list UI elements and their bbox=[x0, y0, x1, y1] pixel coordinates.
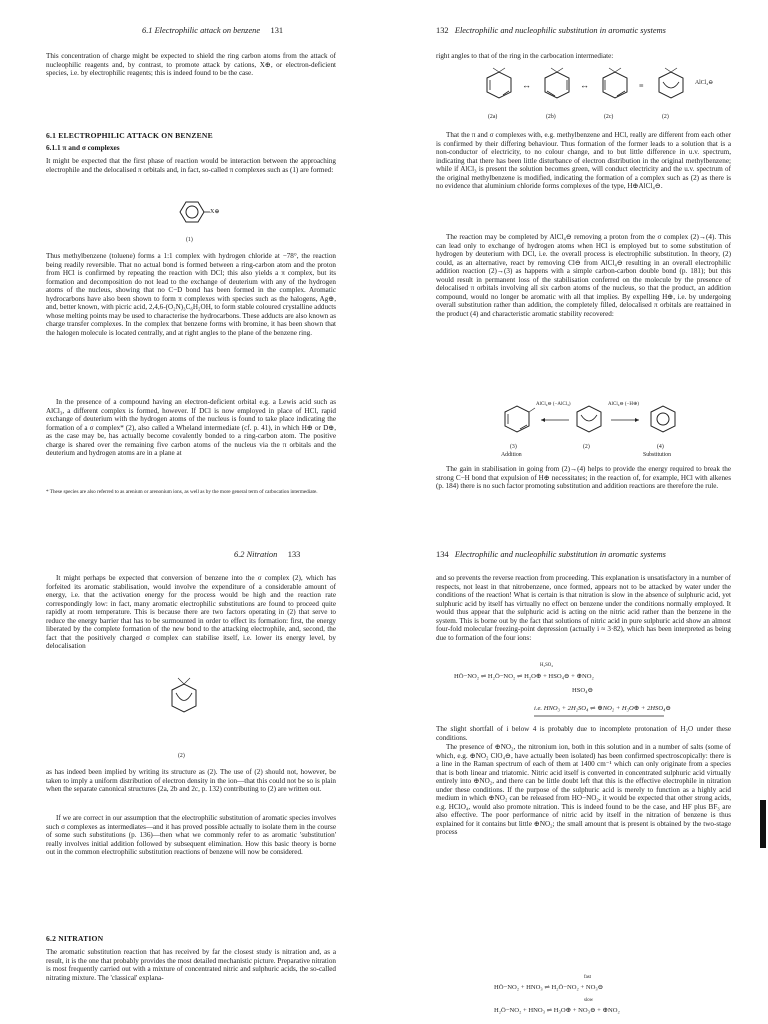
structure-label: (2c) bbox=[604, 114, 614, 120]
benzene-pi-complex-structure bbox=[176, 200, 216, 240]
page-number: 132 bbox=[436, 26, 449, 35]
page-133 bbox=[0, 512, 384, 1024]
sigma-complex-structure bbox=[168, 676, 208, 720]
reagent-label: AlCl₄⊖ (−H⊕) bbox=[608, 402, 639, 407]
running-header: 134 Electrophilic and nucleophilic substitution in aromatic systems bbox=[436, 550, 666, 559]
structure-label: (3) bbox=[510, 444, 517, 450]
svg-text:↔: ↔ bbox=[522, 80, 531, 90]
structure-2c bbox=[603, 68, 627, 98]
canonical-structures-2 bbox=[479, 68, 719, 112]
equation: H₂Ö−NO₂ + HNO₃ ⇌ H₃O⊕ + NO₃⊖ + ⊕NO₂ bbox=[494, 1007, 620, 1014]
equation: i.e. HNO₃ + 2H₂SO₄ ⇌ ⊕NO₂ + H₃O⊕ + 2HSO₄⊖ bbox=[534, 705, 671, 712]
page-number: 134 bbox=[436, 550, 449, 559]
paragraph: The gain in stabilisation in going from (2)→(4) helps to provide the energy required to break the strong C−H bond that expulsion of H⊕ necessitates; in the reaction of, for example, HCl with alkenes (p. 184) there is no such factor promoting substitution and addition reactions are therefore the rule. bbox=[436, 465, 731, 491]
scan-margin-mark bbox=[760, 800, 766, 848]
structure-2 bbox=[659, 68, 683, 98]
paragraph: It might perhaps be expected that conversion of benzene into the σ complex (2), which has forfeited its aromatic stabilisation, would involve the expenditure of a considerable amount of energy, i.e. that the activation energy for the process would be high and the reaction rate correspondingly low: in fact, many aromatic electrophilic substitutions are found to proceed quite rapidly at room temperature. This is because there are two factors operating in (2) that serve to reduce the energy barrier that has to be surmounted in order to effect its formation: first, the energy liberated by the complete formation of the new bond to the attacking electrophile, and, second, the fact that the positively charged σ complex can stabilise itself, i.e. lower its energy level, by delocalisation bbox=[46, 574, 336, 651]
structure-label: (2a) bbox=[488, 114, 498, 120]
paragraph: If we are correct in our assumption that the electrophilic substitution of aromatic species involves such σ complexes as intermediates—and it has proved possible actually to isolate them in the course of some such substitutions (p. 136)—then what we commonly refer to as aromatic 'substitution' really involves initial addition followed by subsequent elimination. How this basic theory is borne out in the common electrophilic substitution reactions of benzene will now be considered. bbox=[46, 814, 336, 857]
paragraph: as has indeed been implied by writing its structure as (2). The use of (2) should not, however, be taken to imply a uniform distribution of electron density in the ion—that this could not be so is plain when the separate canonical structures (2a, 2b and 2c, p. 132) contributing to (2) are written out. bbox=[46, 768, 336, 794]
reagent-label: AlCl₄⊖ (−AlCl₃) bbox=[536, 402, 571, 407]
caption-substitution: Substitution bbox=[643, 452, 672, 458]
paragraph: and so prevents the reverse reaction from proceeding. This explanation is unsatisfactory in a number of respects, not least in that nitrobenzene, once formed, appears not to be attacked by water under the conditions of the reaction! What is certain is that nitration is slow in the absence of sulphuric acid, yet sulphuric acid by itself has virtually no effect on benzene under the conditions normally employed. It would thus appear that the sulphuric acid is acting on the nitric acid rather than the benzene in the system. This is borne out by the fact that solutions of nitric acid in pure sulphuric acid show an almost four-fold molecular freezing-point depression (actually i ≈ 3·82), which has been interpreted as being due to formation of the four ions: bbox=[436, 574, 731, 642]
structure-3 bbox=[505, 406, 535, 432]
structure-label: (2b) bbox=[546, 114, 556, 120]
addition-substitution-scheme bbox=[499, 400, 699, 442]
paragraph: right angles to that of the ring in the carbocation intermediate: bbox=[436, 52, 614, 60]
structure-label: (2) bbox=[178, 753, 185, 759]
running-header: 6.1 Electrophilic attack on benzene 131 bbox=[142, 26, 284, 35]
structure-2-middle bbox=[577, 406, 601, 432]
paragraph: The presence of ⊕NO₂, the nitronium ion, both in this solution and in a number of salts (some of which, e.g. ⊕NO₂ ClO₄⊖, have actually been isolated) has been confirmed spectroscopically: there is a line in the Raman spectrum of each of them at 1400 cm⁻¹ which can only originate from a species that is both linear and triatomic. Nitric acid itself is converted in concentrated sulphuric acid virtually entirely into ⊕NO₂, and there can be little doubt left that this is the effective electrophile in nitration under these conditions. If the purpose of the sulphuric acid is merely to function as a highly acid medium in which ⊕NO₂ can be released from HO−NO₂, it would be expected that other strong acids, e.g. HClO₄, would also promote nitration. This is indeed found to be the case, and HF plus BF₃ are also effective. The poor performance of nitric acid by itself in the nitration of benzene is thus explained for it contains but little ⊕NO₂; the small amount that is present is obtained by the two-stage process bbox=[436, 743, 731, 837]
structure-label: (2) bbox=[662, 114, 669, 120]
paragraph: In the presence of a compound having an electron-deficient orbital e.g. a Lewis acid such as AlCl₃, a different complex is formed, however. If DCl is now employed in place of HCl, rapid exchange of deuterium with the hydrogen atoms of the nucleus is found to take place indicating the formation of a σ complex* (2), also called a Wheland intermediate (cf. p. 41), in which H⊕ or D⊕, as the case may be, has actually become covalently bonded to a ring-carbon atom. The positive charge is shared over the remaining five carbon atoms of the nucleus via the π orbitals and the deuterium and hydrogen atoms are in a plane at bbox=[46, 398, 336, 458]
subsection-title: 6.1.1 π and σ complexes bbox=[46, 143, 120, 152]
counterion-label: AlCl₄⊖ bbox=[695, 80, 714, 86]
electrophile-label: X⊕ bbox=[210, 209, 220, 215]
equation: HÖ−NO₂ ⇌ H₂Ö−NO₂ ⇌ H₂O⊕ + HSO₄⊖ + ⊕NO₂ bbox=[454, 673, 594, 680]
paragraph: The slight shortfall of i below 4 is probably due to incomplete protonation of H₂O under these conditions. bbox=[436, 725, 731, 742]
paragraph: The aromatic substitution reaction that has received by far the closest study is nitration and, as a result, it is the one that probably provides the most detailed mechanistic picture. Preparative nitration is most frequently carried out with a mixture of concentrated nitric and sulphuric acids, the so-called nitrating mixture. The 'classical' explana- bbox=[46, 948, 336, 982]
svg-text:↔: ↔ bbox=[580, 80, 589, 90]
section-title: 6.2 NITRATION bbox=[46, 934, 104, 943]
caption-addition: Addition bbox=[501, 452, 522, 458]
structure-2b bbox=[545, 68, 569, 98]
equation-rule bbox=[534, 715, 664, 717]
page-number: 133 bbox=[287, 550, 301, 559]
equation: HSO₄⊖ bbox=[572, 687, 594, 694]
section-title: 6.1 ELECTROPHILIC ATTACK ON BENZENE bbox=[46, 131, 213, 140]
paragraph: That the π and σ complexes with, e.g. methylbenzene and HCl, really are different from each other is confirmed by their differing behaviour. Thus formation of the former leads to a solution that is a non-conductor of electricity, to no colour change, and to but little difference in u.v. spectrum, indicating that there has been little disturbance of electron distribution in the original methylbenzene; while if AlCl₃ is present the solution becomes green, will conduct electricity and the u.v. spectrum of the original methylbenzene is modified, indicating the formation of a complex such as (2) as there is no evidence that aluminium chloride forms complexes of the type, H⊕AlCl₄⊖. bbox=[436, 131, 731, 191]
structure-4 bbox=[651, 406, 675, 432]
structure-label: (1) bbox=[186, 237, 193, 243]
svg-text:≡: ≡ bbox=[639, 81, 644, 90]
equation-reagent: slow bbox=[584, 998, 594, 1003]
equation-reagent: fast bbox=[584, 975, 591, 980]
running-header: 132 Electrophilic and nucleophilic substitution in aromatic systems bbox=[436, 26, 666, 35]
page-number: 131 bbox=[270, 26, 284, 35]
paragraph: The reaction may be completed by AlCl₄⊖ removing a proton from the σ complex (2)→(4). This can lead only to exchange of hydrogen atoms when HCl is employed but to some substitution of hydrogen by deuterium with DCl, i.e. the overall process is electrophilic substitution. In theory, (2) could, as an alternative, react by removing Cl⊖ from AlCl₄⊖ resulting in an overall electrophilic addition reaction (2)→(3) as happens with a simple carbon-carbon double bond (p. 181); but this would result in permanent loss of the stabilisation conferred on the molecule by the presence of delocalised π orbitals involving all six carbon atoms of the nucleus, so that the product, an addition compound, would no longer be aromatic with all that implies. By expelling H⊕, i.e. by undergoing overall substitution rather than addition, the completely filled, delocalised π orbitals are reattained in the product (4) and characteristic aromatic stability recovered: bbox=[436, 233, 731, 318]
structure-2a bbox=[487, 68, 511, 98]
footnote: * These species are also referred to as arenium or arenonium ions, as well as by the more general term of carbocation intermediate. bbox=[46, 489, 318, 495]
paragraph: This concentration of charge might be expected to shield the ring carbon atoms from the attack of nucleophilic reagents and, by contrast, to promote attack by cations, X⊕, or electron-deficient species, i.e. by electrophilic reagents; this is indeed found to be the case. bbox=[46, 52, 336, 78]
paragraph: It might be expected that the first phase of reaction would be interaction between the approaching electrophile and the delocalised π orbitals and, in fact, so-called π complexes such as (1) are formed: bbox=[46, 157, 336, 174]
equation-reagent: H₂SO₄ bbox=[540, 663, 553, 668]
page-132 bbox=[384, 0, 768, 512]
structure-label: (2) bbox=[583, 444, 590, 450]
page-134 bbox=[384, 512, 768, 1024]
paragraph: Thus methylbenzene (toluene) forms a 1:1 complex with hydrogen chloride at −78°, the reaction being readily reversible. That no actual bond is formed between a ring-carbon atom and the proton from HCl is confirmed by repeating the reaction with DCl; this also yields a π complex, but its formation and decomposition do not lead to the exchange of deuterium with any of the hydrogen atoms of the nucleus, showing that no C−D bond has been formed in the complex. Aromatic hydrocarbons have also been shown to form π complexes with species such as the halogens, Ag⊕, and, better known, with picric acid, 2,4,6-(O₂N)₃C₆H₂OH, to form stable coloured crystalline adducts whose melting points may be used to characterise the hydrocarbons. These adducts are also known as charge transfer complexes. In the complex that benzene forms with bromine, it has been shown that the halogen molecule is located centrally, and at right angles to the plane of the benzene ring. bbox=[46, 252, 336, 337]
running-header: 6.2 Nitration 133 bbox=[234, 550, 301, 559]
page-131 bbox=[0, 0, 384, 512]
structure-label: (4) bbox=[657, 444, 664, 450]
equation: HÖ−NO₂ + HNO₃ ⇌ H₂Ö−NO₂ + NO₃⊖ bbox=[494, 984, 604, 991]
